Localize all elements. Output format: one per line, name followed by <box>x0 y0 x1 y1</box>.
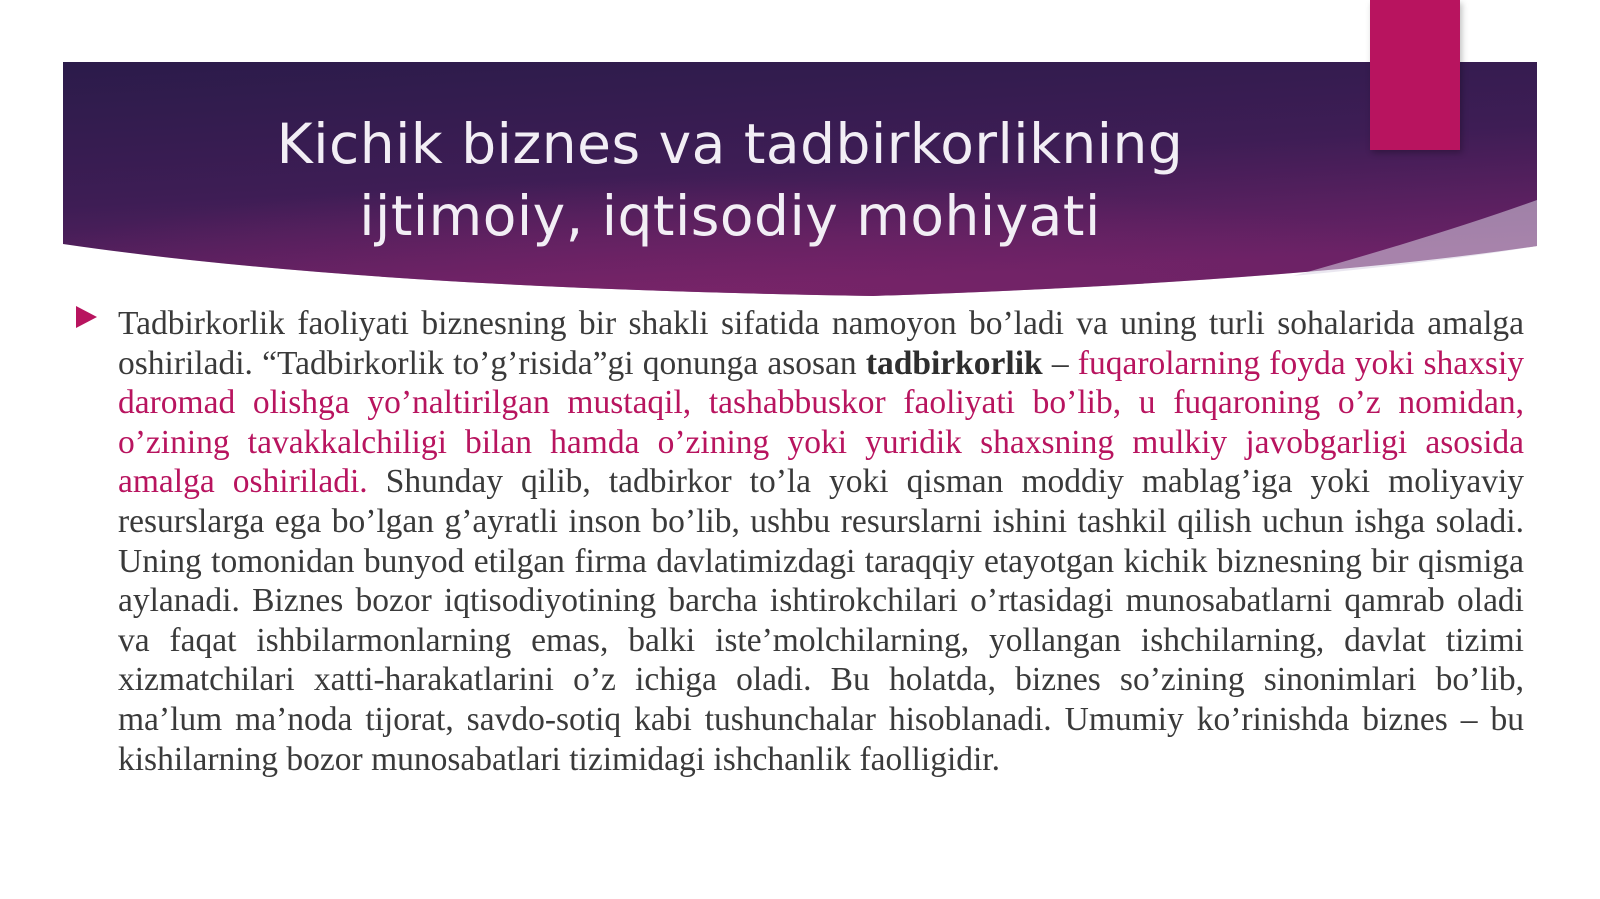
body-paragraph <box>118 304 1524 779</box>
highlighted-definition: fuqarolarning foyda yoki shaxsiy daromad olishga yo’naltirilgan mustaqil, tashabbuskor faoliyati bo’lib, u fuqaroning o’z nomidan, o’zining tavakkalchiligi bilan hamda o’zining yoki yuridik shaxsning mulkiy javobgarligi asosida amalga oshiriladi. <box>118 344 1524 501</box>
paragraph-intro: Tadbirkorlik faoliyati biznesning bir shakli sifatida namoyon bo’ladi va uning turli sohalarida amalga oshiriladi. “Tadbirkorlik to’g’risida”gi qonunga asosan <box>118 305 1524 382</box>
bold-term: tadbirkorlik <box>865 344 1043 382</box>
title-line-1: Kichik biznes va tadbirkorlikning <box>276 112 1184 176</box>
accent-tab <box>1370 0 1460 150</box>
term-dash: – <box>1042 344 1078 382</box>
title-line-2: ijtimoiy, iqtisodiy mohiyati <box>359 184 1101 248</box>
slide-title <box>140 108 1320 252</box>
paragraph-rest: Shunday qilib, tadbirkor to’la yoki qisman moddiy mablag’iga yoki moliyaviy resurslarga ega bo’lgan g’ayratli inson bo’lib, ushbu resurslarni ishini tashkil qilish uchun ishga soladi. Uning tomonidan bunyod etilgan firma davlatimizdagi taraqqiy etayotgan kichik biznesning bir qismiga aylanadi. Biznes bozor iqtisodiyotining barcha ishtirokchilari o’rtasidagi munosabatlarni qamrab oladi va faqat ishbilarmonlarning emas, balki iste’molchilarning, yollangan ishchilarning, davlat tizimi xizmatchilari xatti-harakatlarini o’z ichiga oladi. Bu holatda, biznes so’zining sinonimlari bo’lib, ma’lum ma’noda tijorat, savdo-sotiq kabi tushunchalar hisoblanadi. Umumiy ko’rinishda biznes – bu kishilarning bozor munosabatlari tizimidagi ishchanlik faolligidir. <box>118 463 1524 778</box>
triangle-right-icon <box>76 306 97 328</box>
